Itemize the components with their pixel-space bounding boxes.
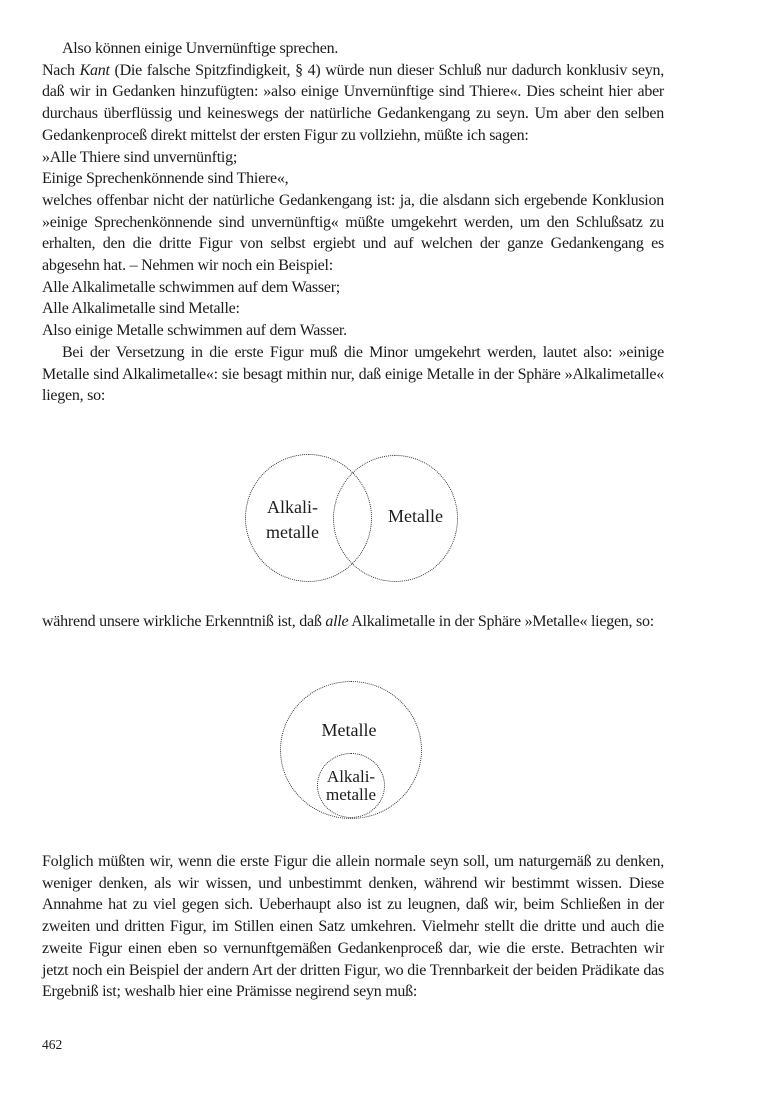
page-number: 462 xyxy=(42,1037,63,1052)
syllogism2-major: Alle Alkalimetalle schwimmen auf dem Wasser; xyxy=(42,278,340,296)
paragraph-waehrend-pre: während unsere wirkliche Erkenntniß ist, daß xyxy=(42,613,326,630)
label-metalle-text: Metalle xyxy=(388,506,443,526)
label-alkalimetalle-inner-line1: Alkali- xyxy=(326,767,376,786)
syllogism1-minor: Einige Sprechenkönnende sind Thiere«, xyxy=(42,170,289,188)
figure-venn-overlap xyxy=(245,454,458,582)
paragraph-folglich: Folglich müßten wir, wenn die erste Figur die allein normale seyn soll, um naturgemäß zu denken, weniger denken, als wir wissen, und unbestimmt denken, während wir bestimmt wissen. Diese Annahme hat zu viel gegen sich. Ueberhaupt also ist zu leugnen, daß wir, beim Schließen in der zweiten und dritten Figur, im Stillen einen Satz umkehren. Vielmehr stellt die dritte und auch die zweite Figur einen eben so vernunftgemäßen Gedankenproceß dar, wie die erste. Betrachten wir jetzt noch ein Beispiel der andern Art der dritten Figur, wo die Trennbarkeit der beiden Prädikate das Ergebniß ist; weshalb hier eine Prämisse negirend seyn muß: xyxy=(42,853,664,1001)
label-alkalimetalle xyxy=(252,495,333,544)
alle-italic: alle xyxy=(325,613,349,630)
paragraph-kant-post: (Die falsche Spitzfindigkeit, § 4) würde nun dieser Schluß nur dadurch konklusiv seyn, daß wir in Gedanken hinzufügten: »also einige Unvernünftige sind Thiere«. Dies scheint hier aber durchaus überflüssig und keineswegs der natürliche Gedankengang zu seyn. Um aber den selben Gedankenproceß direkt mittelst der ersten Figur zu vollziehn, müßte ich sagen: xyxy=(42,61,664,144)
label-metalle-outer xyxy=(309,718,389,743)
paragraph-versetzung: Bei der Versetzung in die erste Figur muß die Minor umgekehrt werden, lautet also: »einige Metalle sind Alkalimetalle«: sie besagt mithin nur, daß einige Metalle in der Sphäre »Alkalimetalle« liegen, so: xyxy=(42,343,664,405)
paragraph-welches: welches offenbar nicht der natürliche Gedankengang ist: ja, die alsdann sich ergebende Konklusion »einige Sprechenkönnende sind unvernünftig« müßte umgekehrt werden, um den Schlußsatz zu erhalten, den die dritte Figur von selbst ergiebt und auf welchen der ganze Gedankengang es abgesehn hat. – Nehmen wir noch ein Beispiel: xyxy=(42,191,664,275)
syllogism1-major: »Alle Thiere sind unvernünftig; xyxy=(42,148,238,166)
paragraph-kant-pre: Nach xyxy=(42,61,80,79)
text-block-upper xyxy=(42,38,664,407)
paragraph-waehrend-post: Alkalimetalle in der Sphäre »Metalle« liegen, so: xyxy=(348,613,654,630)
kant-italic: Kant xyxy=(79,61,110,79)
label-metalle xyxy=(373,504,458,529)
syllogism2-minor: Alle Alkalimetalle sind Metalle: xyxy=(42,300,240,318)
syllogism-conclusion-line: Also können einige Unvernünftige sprechen. xyxy=(62,40,339,57)
text-block-middle xyxy=(42,611,664,633)
label-alkalimetalle-inner xyxy=(311,768,391,804)
label-alkalimetalle-line2: metalle xyxy=(266,521,319,542)
label-alkalimetalle-line1: Alkali- xyxy=(267,497,318,517)
paragraph-kant xyxy=(42,60,664,147)
syllogism2-conclusion: Also einige Metalle schwimmen auf dem Wasser. xyxy=(42,322,347,340)
paragraph-waehrend xyxy=(42,611,664,633)
label-alkalimetalle-inner-line2: metalle xyxy=(325,785,377,804)
label-metalle-outer-text: Metalle xyxy=(321,720,377,740)
text-block-lower xyxy=(42,851,664,1003)
figure-venn-nested xyxy=(280,681,422,819)
